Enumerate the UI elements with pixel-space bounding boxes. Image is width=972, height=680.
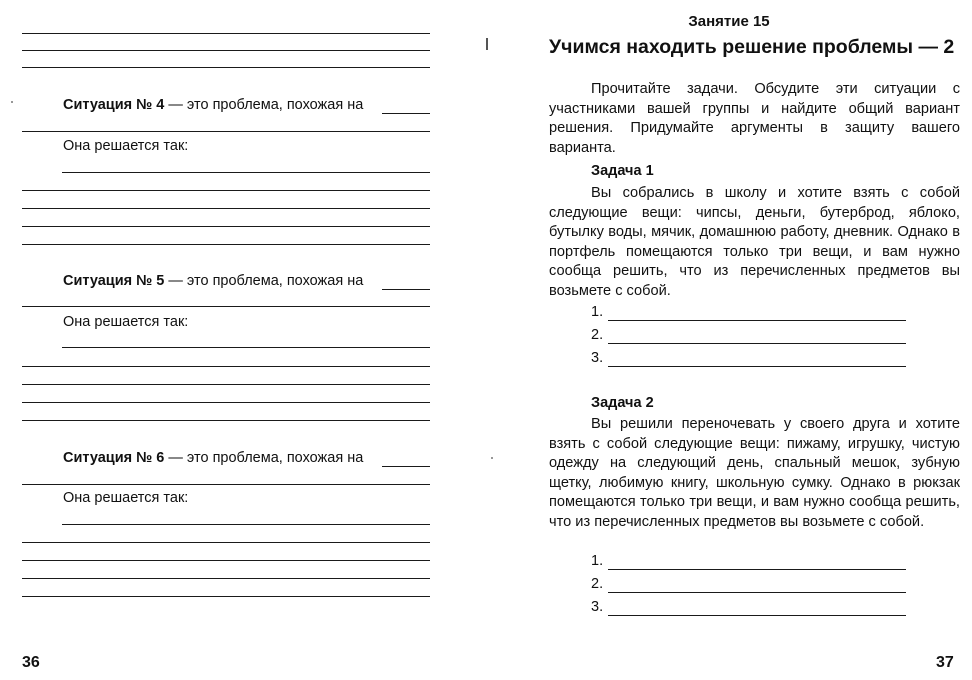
situation-prompt-text: — это проблема, похожая на <box>164 97 364 113</box>
writing-line <box>22 542 430 543</box>
solution-label: Она решается так: <box>63 490 189 506</box>
task-1-text: Вы собрались в школу и хотите взять с собой следующие вещи: чипсы, деньги, бутерброд, яблоко, бутылку воды, мячик, домашнюю работу, дневник. Однако в портфель помещаются только три вещи, и вам нужно сообща решить, что из перечисленных предметов вы возьмете с собой. <box>549 185 960 299</box>
answer-number: 2. <box>591 576 604 592</box>
writing-line <box>22 560 430 561</box>
writing-line <box>22 578 430 579</box>
situation-title: Ситуация № 6 <box>63 450 165 466</box>
writing-line <box>22 244 430 245</box>
writing-line <box>62 524 430 525</box>
answer-number: 3. <box>591 350 604 366</box>
writing-line <box>22 131 430 132</box>
writing-line <box>22 190 430 191</box>
page-number-right: 37 <box>936 654 954 671</box>
left-page <box>0 0 480 680</box>
answer-line[interactable] <box>608 343 906 344</box>
answer-number: 1. <box>591 304 604 320</box>
writing-line <box>22 366 430 367</box>
task-1-paragraph <box>549 184 960 301</box>
answer-blank[interactable] <box>382 289 430 290</box>
scan-speck <box>11 101 13 103</box>
task-2-heading: Задача 2 <box>591 395 654 411</box>
answer-blank[interactable] <box>382 466 430 467</box>
writing-line <box>22 50 430 51</box>
intro-paragraph <box>549 80 960 158</box>
writing-line <box>62 347 430 348</box>
answer-line[interactable] <box>608 320 906 321</box>
page-title: Учимся находить решение проблемы — 2 <box>549 36 955 58</box>
writing-line <box>22 596 430 597</box>
writing-line <box>22 420 430 421</box>
answer-blank[interactable] <box>382 113 430 114</box>
answer-line[interactable] <box>608 592 906 593</box>
situation-5-prompt <box>63 273 363 289</box>
writing-line <box>22 226 430 227</box>
writing-line <box>22 402 430 403</box>
writing-line <box>22 306 430 307</box>
writing-line <box>22 33 430 34</box>
solution-label: Она решается так: <box>63 138 189 154</box>
writing-line <box>22 484 430 485</box>
writing-line <box>22 67 430 68</box>
task-1-heading: Задача 1 <box>591 163 654 179</box>
writing-line <box>22 208 430 209</box>
situation-prompt-text: — это проблема, похожая на <box>164 450 364 466</box>
answer-number: 1. <box>591 553 604 569</box>
situation-title: Ситуация № 5 <box>63 273 165 289</box>
answer-line[interactable] <box>608 366 906 367</box>
right-page <box>486 0 972 680</box>
answer-number: 3. <box>591 599 604 615</box>
situation-title: Ситуация № 4 <box>63 97 165 113</box>
writing-line <box>22 384 430 385</box>
situation-6-prompt <box>63 450 363 466</box>
lesson-number: Занятие 15 <box>688 13 770 30</box>
writing-line <box>62 172 430 173</box>
task-2-paragraph <box>549 415 960 532</box>
solution-label: Она решается так: <box>63 314 189 330</box>
situation-prompt-text: — это проблема, похожая на <box>164 273 364 289</box>
answer-line[interactable] <box>608 615 906 616</box>
situation-4-prompt <box>63 97 363 113</box>
answer-number: 2. <box>591 327 604 343</box>
page-number-left: 36 <box>22 654 40 671</box>
answer-line[interactable] <box>608 569 906 570</box>
task-2-text: Вы решили переночевать у своего друга и хотите взять с собой следующие вещи: пижаму, игрушку, чистую одежду на следующий день, спальный мешок, зубную щетку, любимую книгу, школьную сумку. Однако в рюкзак помещаются только три вещи, и вам нужно сообща решить, что из перечисленных предметов вы возьмете с собой. <box>549 416 960 530</box>
intro-text: Прочитайте задачи. Обсудите эти ситуации с участниками вашей группы и найдите общий вариант решения. Придумайте аргументы в защиту вашего варианта. <box>549 81 960 156</box>
